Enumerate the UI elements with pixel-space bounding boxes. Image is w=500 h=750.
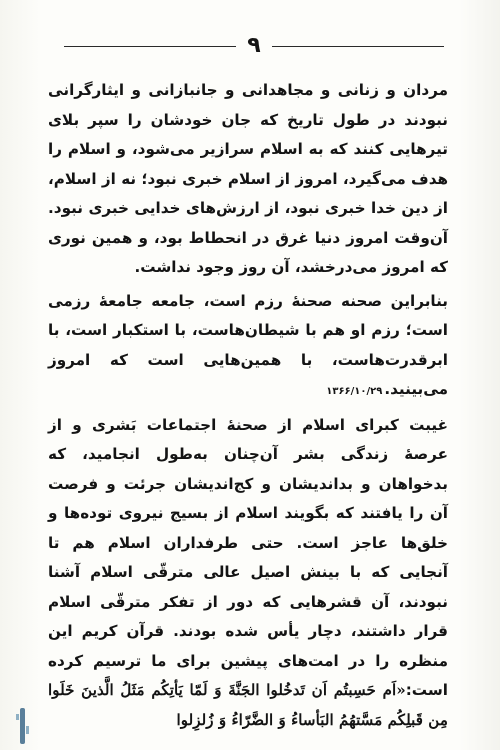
date-note: ۱۳۶۶/۱۰/۲۹ (326, 386, 383, 397)
header-rule-left (64, 46, 236, 47)
header-rule-right (272, 46, 444, 47)
page-header (64, 28, 444, 68)
paragraph-2 (48, 287, 448, 407)
paragraph-1: مردان و زنانی و مجاهدانی و جانبازانی و ایثارگرانی نبودند در طول تاریخ که جان خودشان را سپر بلای تیرهایی کنند که به اسلام سرازیر می‌شود، و اسلام را هدف می‌گیرد، امروز از اسلام خبری نبود؛ نه از اسلام، از دین خدا خبری نبود، از ارزش‌های خدایی خبری نبود. آن‌وقت امروز دنیا غرق در انحطاط بود، و همین نوری که امروز می‌درخشد، آن روز وجود نداشت. (48, 81, 448, 276)
quran-quote: «اَم حَسِبتُم اَن تَدخُلوا الجَنَّةَ وَ لَمّا یَأتِکُم مَثَلُ الَّذینَ خَلَوا مِن قَبلِکُم مَسَّتهُمُ البَأساءُ وَ الضَّرّاءُ وَ زُلزِلوا (48, 681, 448, 729)
publisher-logo-icon (14, 706, 32, 746)
page-body (48, 76, 448, 735)
paragraph-3-text: غیبت کبرای اسلام از صحنهٔ اجتماعات بَشری و از عرصهٔ زندگی بشر آن‌چنان به‌طول انجامید، که بدخواهان و بداندیشان و کج‌اندیشان جرئت و فرصت آن را یافتند که بگویند اسلام از بسیج نیروی توده‌ها و خلق‌ها عاجز است. حتی طرفداران اسلام هم تا آنجایی که با بینش اصیل عالی مترقّی اسلام آشنا نبودند، آن قشرهایی که دور از تفکر مترقّی اسلام قرار داشتند، دچار یأس شده بودند. قرآن کریم این منظره را در امت‌های پیشین برای ما ترسیم کرده است: (48, 415, 448, 699)
page-number: ۹ (247, 33, 261, 58)
paragraph-2-text: بنابراین صحنه صحنهٔ رزم است، جامعه جامعهٔ رزمی است؛ رزم او هم با شیطان‌هاست، با استکبار است، با ابرقدرت‌هاست، با همین‌هایی است که امروز می‌بینید. (48, 291, 448, 398)
paragraph-3 (48, 411, 448, 736)
